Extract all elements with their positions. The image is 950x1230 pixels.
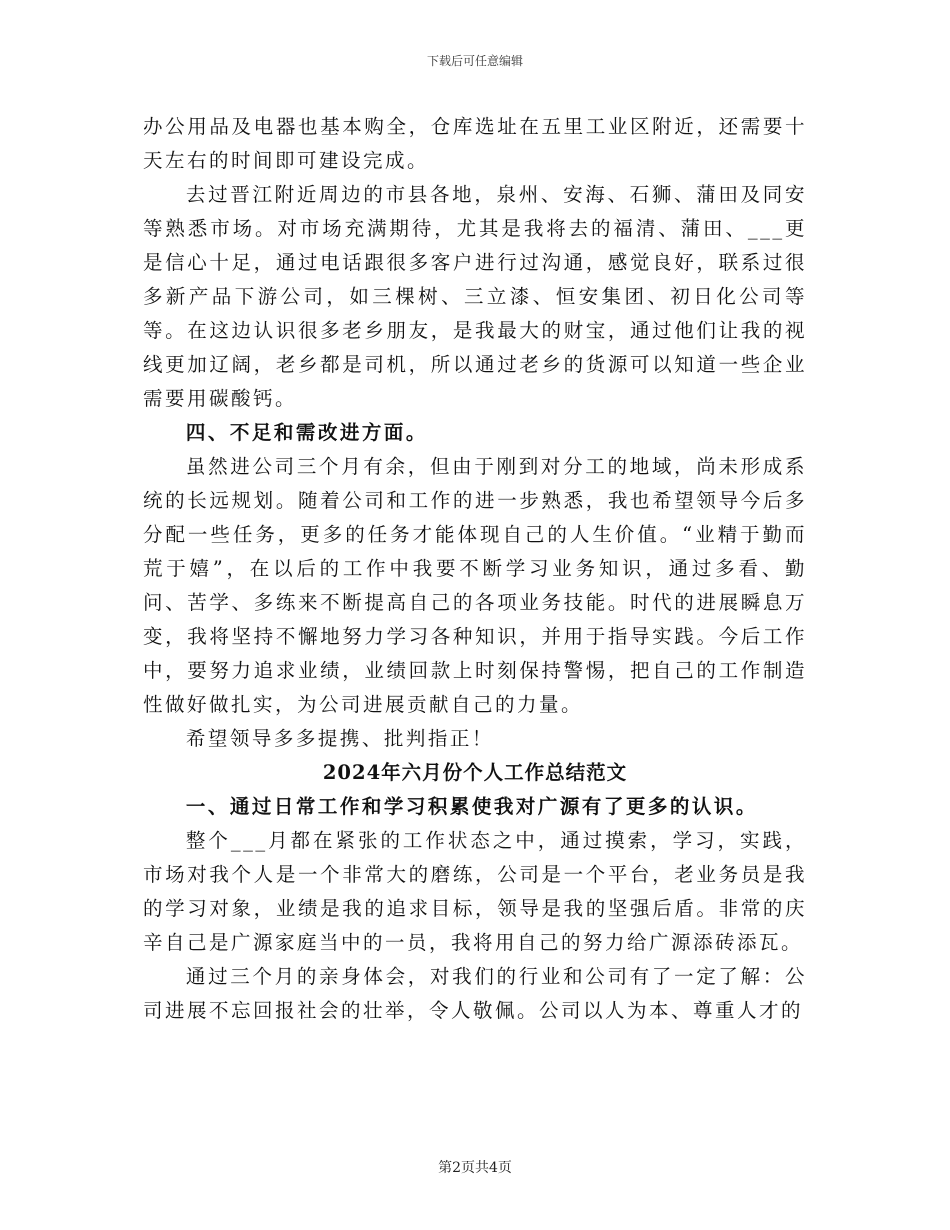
- paragraph-1: 办公用品及电器也基本购全，仓库选址在五里工业区附近，还需要十天左右的时间即可建设完成。: [143, 115, 807, 172]
- paragraph-2: 去过晋江附近周边的市县各地，泉州、安海、石狮、蒲田及同安等熟悉市场。对市场充满期待，尤其是我将去的福清、蒲田、___更是信心十足，通过电话跟很多客户进行过沟通，感觉良好，联系过很多新产品下游公司，如三棵树、三立漆、恒安集团、初日化公司等等。在这边认识很多老乡朋友，是我最大的财宝，通过他们让我的视线更加辽阔，老乡都是司机，所以通过老乡的货源可以知道一些企业需要用碳酸钙。: [143, 183, 807, 410]
- page-footer: 第2页共4页: [438, 1160, 512, 1176]
- paragraph-3: 虽然进公司三个月有余，但由于刚到对分工的地域，尚未形成系统的长远规划。随着公司和工作的进一步熟悉，我也希望领导今后多分配一些任务，更多的任务才能体现自己的人生价值。“业精于勤而荒于嬉”，在以后的工作中我要不断学习业务知识，通过多看、勤问、苦学、多练来不断提高自己的各项业务技能。时代的进展瞬息万变，我将坚持不懈地努力学习各种知识，并用于指导实践。今后工作中，要努力追求业绩，业绩回款上时刻保持警惕，把自己的工作制造性做好做扎实，为公司进展贡献自己的力量。: [143, 455, 807, 716]
- paragraph-5: 整个___月都在紧张的工作状态之中，通过摸索，学习，实践，市场对我个人是一个非常大的磨练，公司是一个平台，老业务员是我的学习对象，业绩是我的追求目标，领导是我的坚强后盾。非常的庆辛自己是广源家庭当中的一员，我将用自己的努力给广源添砖添瓦。: [143, 829, 807, 954]
- page-header: 下载后可任意编辑: [426, 54, 523, 68]
- document-title: 2024年六月份个人工作总结范文: [322, 761, 628, 784]
- paragraph-4: 希望领导多多提携、批判指正！: [185, 727, 494, 750]
- document-body: [143, 110, 807, 1028]
- paragraph-6: 通过三个月的亲身体会，对我们的行业和公司有了一定了解：公司进展不忘回报社会的壮举，令人敬佩。公司以人为本、尊重人才的: [143, 965, 807, 1022]
- section-heading-4: 四、不足和需改进方面。: [185, 421, 428, 444]
- section-heading-1: 一、通过日常工作和学习积累使我对广源有了更多的认识。: [185, 795, 758, 818]
